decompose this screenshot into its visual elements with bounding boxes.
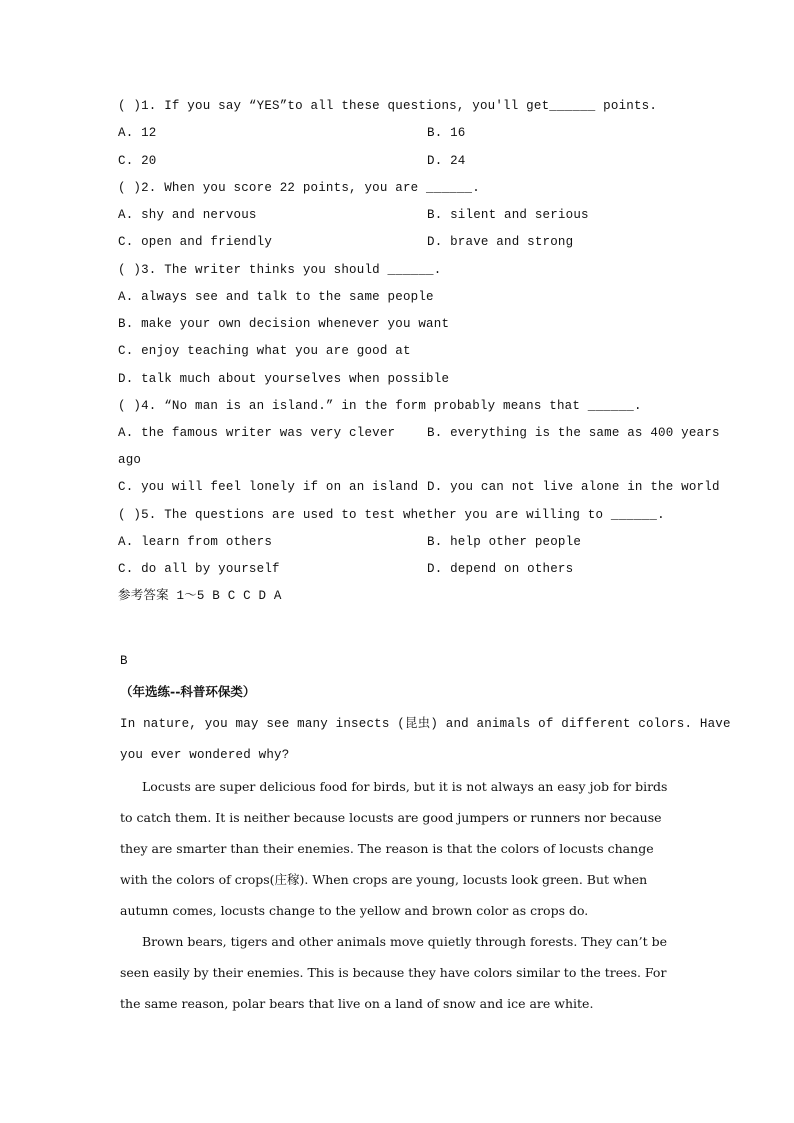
question-4-stem: ( )4. “No man is an island.” in the form probably means that ______. (118, 399, 642, 413)
intro-line-1: In nature, you may see many insects (昆虫) and animals of different colors. Have (120, 717, 731, 731)
section-letter: B (120, 654, 128, 668)
question-3-option-c: C. enjoy teaching what you are good at (118, 344, 411, 358)
question-4-option-b: B. everything is the same as 400 years (427, 426, 720, 440)
question-3-stem: ( )3. The writer thinks you should ______. (118, 263, 442, 277)
question-1-option-d: D. 24 (427, 154, 466, 168)
question-5-option-c: C. do all by yourself (118, 562, 280, 576)
passage-body (120, 771, 680, 1019)
question-4-option-b-wrap: ago (118, 453, 142, 467)
question-3-option-b: B. make your own decision whenever you want (118, 317, 450, 331)
question-1-option-c: C. 20 (118, 154, 157, 168)
question-1-stem: ( )1. If you say “YES”to all these questions, you'll get______ points. (118, 99, 658, 113)
question-3-option-d: D. talk much about yourselves when possible (118, 372, 450, 386)
question-2-stem: ( )2. When you score 22 points, you are ______. (118, 181, 480, 195)
question-2-option-c: C. open and friendly (118, 235, 273, 249)
question-2-option-a: A. shy and nervous (118, 208, 257, 222)
question-5-option-a: A. learn from others (118, 535, 273, 549)
question-5-option-b: B. help other people (427, 535, 582, 549)
passage-paragraph-2: Brown bears, tigers and other animals move quietly through forests. They can’t be seen easily by their enemies. This is because they have colors similar to the trees. For the same reason, polar bears that live on a land of snow and ice are white. (120, 934, 667, 1011)
question-1-option-b: B. 16 (427, 126, 466, 140)
intro-line-2: you ever wondered why? (120, 748, 290, 762)
question-4-option-d: D. you can not live alone in the world (427, 480, 720, 494)
question-1-option-a: A. 12 (118, 126, 157, 140)
question-5-stem: ( )5. The questions are used to test whether you are willing to ______. (118, 508, 665, 522)
passage-paragraph-1: Locusts are super delicious food for birds, but it is not always an easy job for birds to catch them. It is neither because locusts are good jumpers or runners nor because they are smarter than their enemies. The reason is that the colors of locusts change with the colors of crops(庄稼). When crops are young, locusts look green. But when autumn comes, locusts change to the yellow and brown color as crops do. (120, 779, 668, 918)
answer-key: 参考答案 1～5 B C C D A (118, 589, 282, 603)
question-2-option-b: B. silent and serious (427, 208, 589, 222)
question-4-option-a: A. the famous writer was very clever (118, 426, 396, 440)
question-5-option-d: D. depend on others (427, 562, 574, 576)
question-2-option-d: D. brave and strong (427, 235, 574, 249)
question-3-option-a: A. always see and talk to the same people (118, 290, 434, 304)
section-category: （年选练--科普环保类） (120, 684, 256, 699)
question-4-option-c: C. you will feel lonely if on an island (118, 480, 419, 494)
